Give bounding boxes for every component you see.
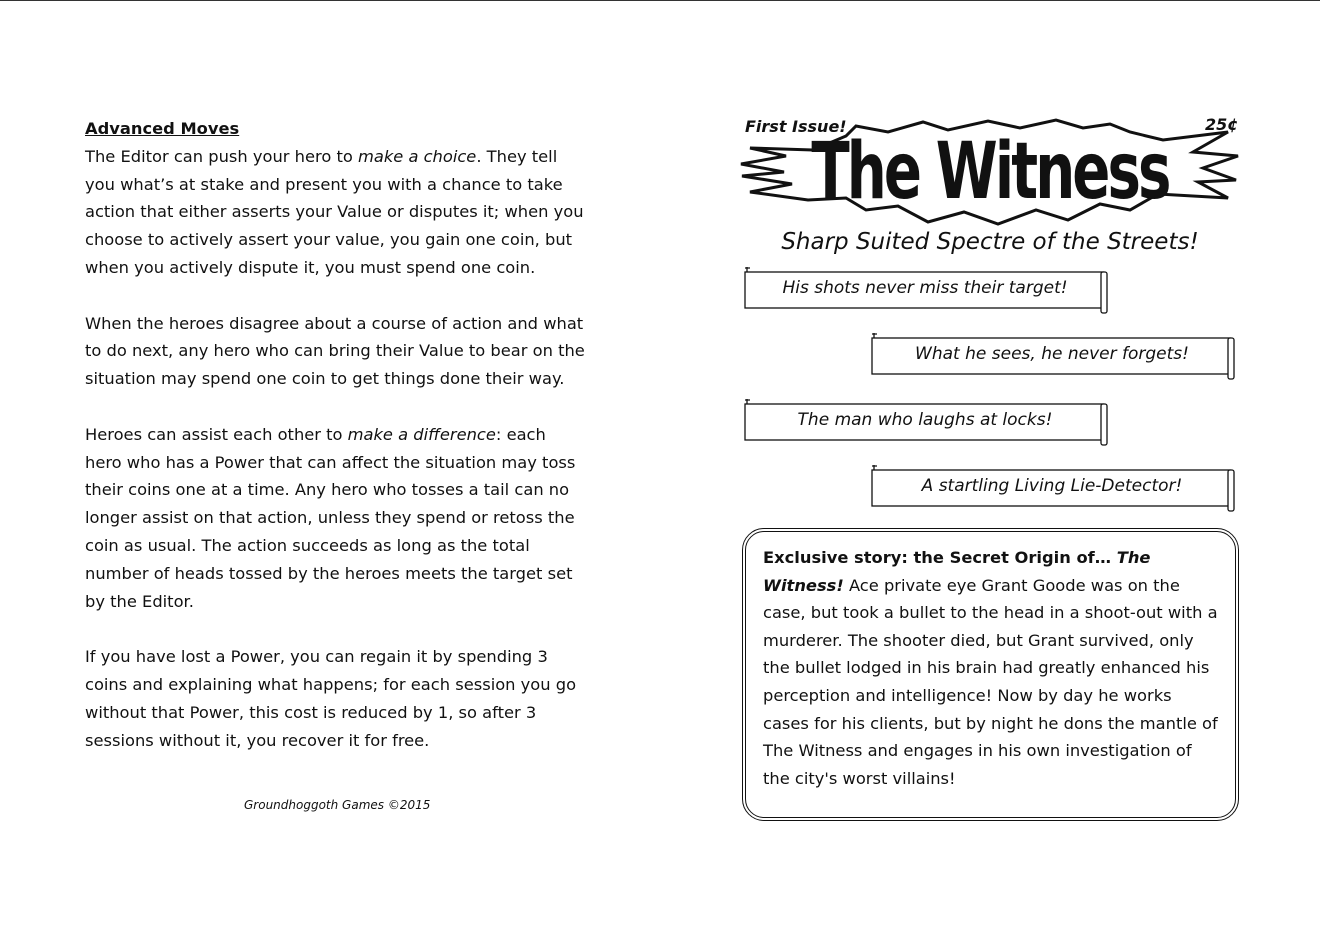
p3-text-b: : each hero who has a Power that can affect the situation may toss their coins one at a time. Any hero who tosses a tail can no longer assist on that action, unless they spend or retoss the coin as usual. The action succeeds as long as the total number of heads tossed by the heroes meets the target set by the Editor. [85, 424, 576, 611]
paragraph-assist [85, 421, 585, 616]
banner-text: The man who laughs at locks! [797, 410, 1053, 430]
banner-text: His shots never miss their target! [782, 278, 1068, 298]
paragraph-lost-power: If you have lost a Power, you can regain it by spending 3 coins and explaining what happens; for each session you go without that Power, this cost is reduced by 1, so after 3 sessions without it, you recover it for free. [85, 647, 577, 750]
p1-emphasis: make a choice [357, 146, 477, 166]
origin-story-box [742, 528, 1239, 821]
p1-text-b: . They tell you what’s at stake and present you with a chance to take action that either asserts your Value or disputes it; when you choose to actively assert your value, you gain one coin, but when you actively dispute it, you must spend one coin. [85, 146, 584, 277]
page-footer: Groundhoggoth Games ©2015 [244, 798, 431, 812]
banner-scroll [744, 398, 1106, 436]
first-issue-tag: First Issue! [745, 117, 847, 136]
top-border-line [0, 0, 1320, 1]
paragraph-disagree: When the heroes disagree about a course of action and what to do next, any hero who can bring their Value to bear on the situation may spend one coin to get things done their way. [85, 313, 585, 389]
banner-scroll [744, 266, 1106, 304]
p3-text-a: Heroes can assist each other to [85, 424, 348, 444]
p1-text-a: The Editor can push your hero to [85, 146, 358, 166]
price-tag: 25¢ [1205, 115, 1239, 134]
comic-title: The Witness [811, 127, 1169, 217]
banner-text: A startling Living Lie-Detector! [921, 476, 1183, 496]
banner-text: What he sees, he never forgets! [915, 344, 1189, 364]
paragraph-advanced-moves [85, 115, 585, 282]
story-lead-emphasis: The Witness! [763, 548, 1151, 595]
left-page-text [85, 115, 585, 782]
story-body: Ace private eye Grant Goode was on the case, but took a bullet to the head in a shoot-out with a murderer. The shooter died, but Grant survived, only the bullet lodged in his brain had greatly enhanced his perception and intelligence! Now by day he works cases for his clients, but by night he dons the mantle of The Witness and engages in his own investigation of the city's worst villains! [763, 575, 1218, 788]
banner-scroll [871, 464, 1233, 502]
p3-emphasis: make a difference [347, 424, 496, 444]
story-lead-text: Exclusive story: the Secret Origin of… [763, 548, 1117, 567]
banner-scroll [871, 332, 1233, 370]
comic-subtitle: Sharp Suited Spectre of the Streets! [781, 229, 1199, 255]
section-heading: Advanced Moves [85, 119, 240, 138]
